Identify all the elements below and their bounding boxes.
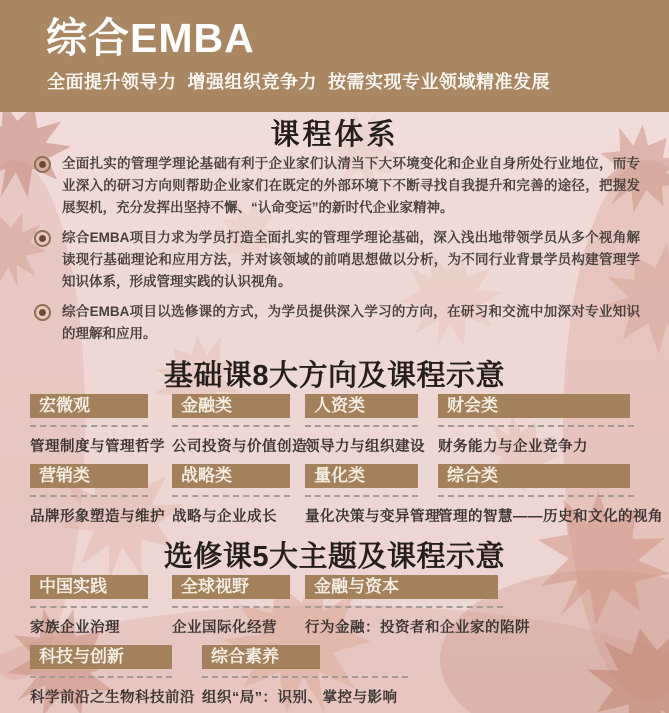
- program-subtitle: 全面提升领导力 增强组织竞争力 按需实现专业领域精准发展: [47, 72, 551, 92]
- dashed-divider: [202, 676, 408, 678]
- bullet-item: [34, 153, 640, 219]
- category-label: 战略类: [172, 464, 290, 488]
- category-label: 量化类: [305, 464, 418, 488]
- course-cell: [172, 464, 305, 526]
- course-cell: [30, 645, 202, 707]
- basic-courses-row-1: [30, 394, 669, 456]
- ring-bullet-icon: [34, 156, 51, 173]
- course-cell: [30, 394, 172, 456]
- course-name: 量化决策与变异管理: [305, 509, 440, 525]
- course-system-bullet-list: [34, 153, 640, 345]
- course-name: 公司投资与价值创造: [172, 439, 307, 455]
- course-cell: [438, 394, 669, 456]
- bullet-text: 综合EMBA项目力求为学员打造全面扎实的管理学理论基础，深入浅出地带领学员从多个视角解读现行基础理论和应用方法，并对该领域的前哨思想做以分析，为不同行业背景学员构建管理学知识体系，形成管理实践的认识视角。: [62, 230, 640, 289]
- category-label: 金融类: [172, 394, 290, 418]
- course-name: 品牌形象塑造与维护: [30, 509, 165, 525]
- dashed-divider: [305, 495, 418, 497]
- course-cell: [438, 464, 669, 526]
- dashed-divider: [172, 606, 290, 608]
- dashed-divider: [172, 495, 290, 497]
- section-title-elective-courses: 选修课5大主题及课程示意: [163, 541, 506, 573]
- course-name: 组织“局”：识别、掌控与影响: [202, 690, 398, 706]
- dashed-divider: [30, 495, 148, 497]
- course-cell: [305, 394, 438, 456]
- bullet-text: 综合EMBA项目以选修课的方式，为学员提供深入学习的方向，在研习和交流中加深对专业知识的理解和应用。: [62, 304, 640, 341]
- category-label: 营销类: [30, 464, 148, 488]
- dashed-divider: [305, 425, 418, 427]
- course-name: 科学前沿之生物科技前沿: [30, 690, 195, 706]
- category-label: 综合素养: [202, 645, 320, 669]
- ring-bullet-icon: [34, 304, 51, 321]
- program-title: 综合EMBA: [46, 15, 255, 61]
- banner: [0, 0, 669, 112]
- elective-courses-row-2: [30, 645, 669, 707]
- category-label: 综合类: [438, 464, 630, 488]
- course-name: 管理的智慧——历史和文化的视角: [438, 509, 663, 525]
- basic-courses-row-2: [30, 464, 669, 526]
- course-name: 财务能力与企业竞争力: [438, 439, 588, 455]
- category-label: 中国实践: [30, 575, 148, 599]
- course-cell: [305, 464, 438, 526]
- category-label: 财会类: [438, 394, 630, 418]
- category-label: 金融与资本: [305, 575, 498, 599]
- dashed-divider: [172, 425, 290, 427]
- category-label: 人资类: [305, 394, 418, 418]
- course-cell: [172, 394, 305, 456]
- dashed-divider: [30, 425, 148, 427]
- bullet-item: [34, 227, 640, 293]
- elective-courses-row-1: [30, 575, 669, 637]
- dashed-divider: [30, 606, 148, 608]
- course-cell: [202, 645, 566, 707]
- course-cell: [30, 464, 172, 526]
- course-name: 企业国际化经营: [172, 620, 277, 636]
- category-label: 宏微观: [30, 394, 148, 418]
- ring-bullet-icon: [34, 230, 51, 247]
- dashed-divider: [30, 676, 172, 678]
- course-cell: [30, 575, 172, 637]
- bullet-item: [34, 301, 640, 345]
- bullet-text: 全面扎实的管理学理论基础有利于企业家们认清当下大环境变化和企业自身所处行业地位，而专业深入的研习方向则帮助企业家们在既定的外部环境下不断寻找自我提升和完善的途径，把握发展契机，充分发挥出坚持不懈、“认命变运”的新时代企业家精神。: [62, 156, 640, 215]
- category-label: 科技与创新: [30, 645, 172, 669]
- dashed-divider: [438, 495, 634, 497]
- course-cell: [305, 575, 669, 637]
- section-title-basic-courses: 基础课8大方向及课程示意: [163, 360, 506, 392]
- course-name: 战略与企业成长: [172, 509, 277, 525]
- course-name: 家族企业治理: [30, 620, 120, 636]
- category-label: 全球视野: [172, 575, 290, 599]
- course-name: 管理制度与管理哲学: [30, 439, 165, 455]
- course-name: 领导力与组织建设: [305, 439, 425, 455]
- section-title-course-system: 课程体系: [270, 119, 399, 151]
- dashed-divider: [305, 606, 503, 608]
- course-name: 行为金融：投资者和企业家的陷阱: [305, 620, 530, 636]
- course-cell: [172, 575, 305, 637]
- dashed-divider: [438, 425, 634, 427]
- content-area: [0, 112, 669, 713]
